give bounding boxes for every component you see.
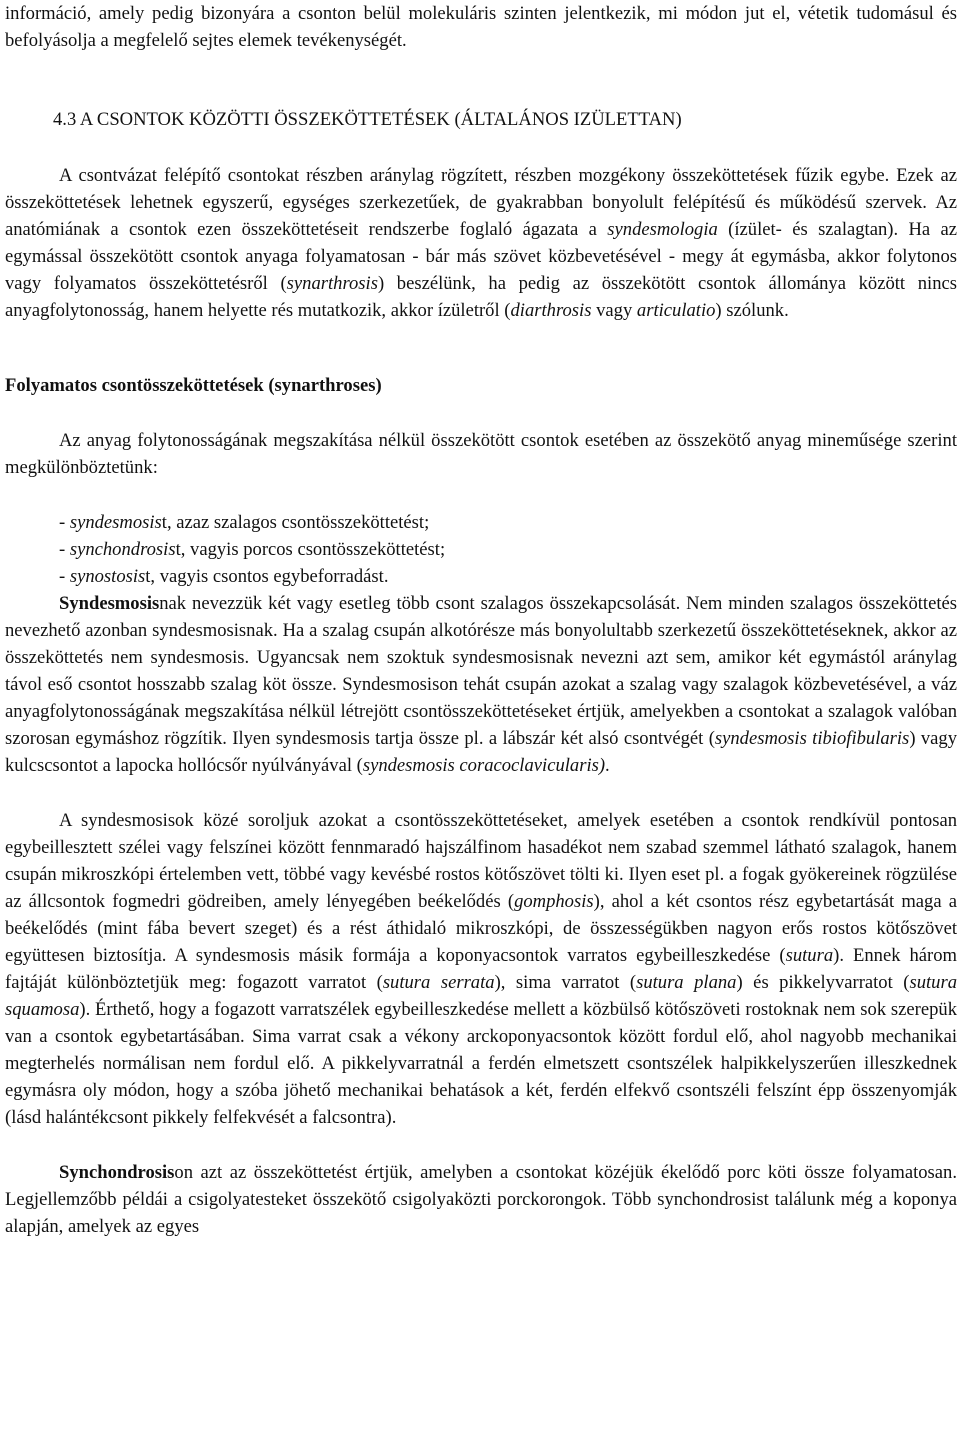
- syndesmosis-paragraph: Syndesmosisnak nevezzük két vagy esetleg több csont szalagos összekapcsolását. Nem minden szalagos összeköttetés nevezhető azonban syndesmosisnak. Ha a szalag csupán alkotórésze más bonyolultabb szerkezetű összeköttetéseknek, akkor az összeköttetés nem syndesmosis. Ugyancsak nem szoktuk syndesmosisnak nevezni azt sem, amikor két egymástól aránylag távol eső csontot hosszabb szalag köt össze. Syndesmosison tehát csupán azokat a szalag vagy szalagok közbevetésével, a váz anyagfolytonosságának megszakítása nélkül létrejött csontösszeköttetéseket értjük, amelyekben a csontokat a szalagok valóban szorosan egymáshoz rögzítik. Ilyen syndesmosis tartja össze pl. a lábszár két alsó csontvégét (syndesmosis tibiofibularis) vagy kulcscsontot a lapocka hollócsőr nyúlványával (syndesmosis coracoclavicularis).: [5, 593, 958, 776]
- subheading: Folyamatos csontösszeköttetések (synarthroses): [5, 375, 382, 396]
- synchondrosis-paragraph: Synchondrosison azt az összeköttetést értjük, amelyben a csontokat közéjük ékelődő porc köti össze folyamatosan. Legjellemzőbb példái a csigolyatesteket összekötő csigolyaközti porckorongok. Több synchondrosist találunk még a koponya alapján, amelyek az egyes: [5, 1162, 957, 1237]
- sutura-paragraph: A syndesmosisok közé soroljuk azokat a csontösszeköttetéseket, amelyek esetében a csontok rendkívül pontosan egybeillesztett szélei vagy felszínei között fennmaradó hajszálfinom hasadékot nem szabad szemmel látható szalagok, hanem csupán mikroszkópi értelemben vett, többé vagy kevésbé rostos kötőszövet tölti ki. Ilyen eset pl. a fogak gyökereinek rögzülése az állcsontok fogmedri gödreiben, amely lényegében beékelődés (gomphosis), ahol a két csontos rész egybetartását maga a beékelődés (mint fába bevert szeget) és a rést áthidaló mikroszkópi, de összességükben nagyon erős rostos kötőszövet együttesen biztosítja. A syndesmosis másik formája a koponyacsontok varratos egybeilleszkedése (sutura). Ennek három fajtáját különböztetjük meg: fogazott varratot (sutura serrata), sima varratot (sutura plana) és pikkelyvarratot (sutura squamosa). Érthető, hogy a fogazott varratszélek egybeilleszkedése mellett a közbülső kötőszöveti rostoknak nem sok szerepük van a csontok egybetartásában. Sima varrat csak a vékony arckoponyacsontok között fordul elő, ahol nagyobb mechanikai megterhelés normálisan nem fordul elő. A pikkelyvarratnál a ferdén elmetszett csontszélek halpikkelyszerűen illeszkednek egymásra oly módon, hogy a szóba jöhető mechanikai behatások a két, ferdén elfekvő csontszéli felszínt épp összenyomják (lásd halántékcsont pikkely felfekvését a falcsontra).: [5, 810, 958, 1128]
- list-item: - synchondrosist, vagyis porcos csontösszeköttetést;: [59, 539, 446, 560]
- list-item: - syndesmosist, azaz szalagos csontösszeköttetést;: [59, 512, 430, 533]
- intro-paragraph: A csontvázat felépítő csontokat részben aránylag rögzített, részben mozgékony összeköttetések fűzik egybe. Ezek az összeköttetések lehetnek egyszerű, egységes szerkezetűek, de gyakrabban bonyolult felépítésű és működésű szervek. Az anatómiának a csontok ezen összeköttetéseit rendszerbe foglaló ágazata a syndesmologia (ízület- és szalagtan). Ha az egymással összekötött csontok anyaga folyamatosan - bár más szövet közbevetésével - megy át egymásba, akkor folytonos vagy folyamatos összeköttetésről (synarthrosis) beszélünk, ha pedig az összekötött csontok állománya között nincs anyagfolytonosság, hanem helyette rés mutatkozik, akkor ízületről (diarthrosis vagy articulatio) szólunk.: [5, 165, 957, 321]
- section-title: 4.3 A CSONTOK KÖZÖTTI ÖSSZEKÖTTETÉSEK (ÁLTALÁNOS IZÜLETTAN): [53, 109, 682, 130]
- document-page: [5, 0, 957, 1240]
- top-paragraph-end: információ, amely pedig bizonyára a csonton belül molekuláris szinten jelentkezik, mi módon jut el, vétetik tudomásul és befolyásolja a megfelelő sejtes elemek tevékenységét.: [5, 3, 957, 51]
- types-list: [5, 509, 957, 590]
- list-item: - synostosist, vagyis csontos egybeforradást.: [59, 566, 389, 587]
- types-intro: Az anyag folytonosságának megszakítása nélkül összekötött csontok esetében az összekötő anyag mineműsége szerint megkülönböztetünk:: [5, 430, 957, 478]
